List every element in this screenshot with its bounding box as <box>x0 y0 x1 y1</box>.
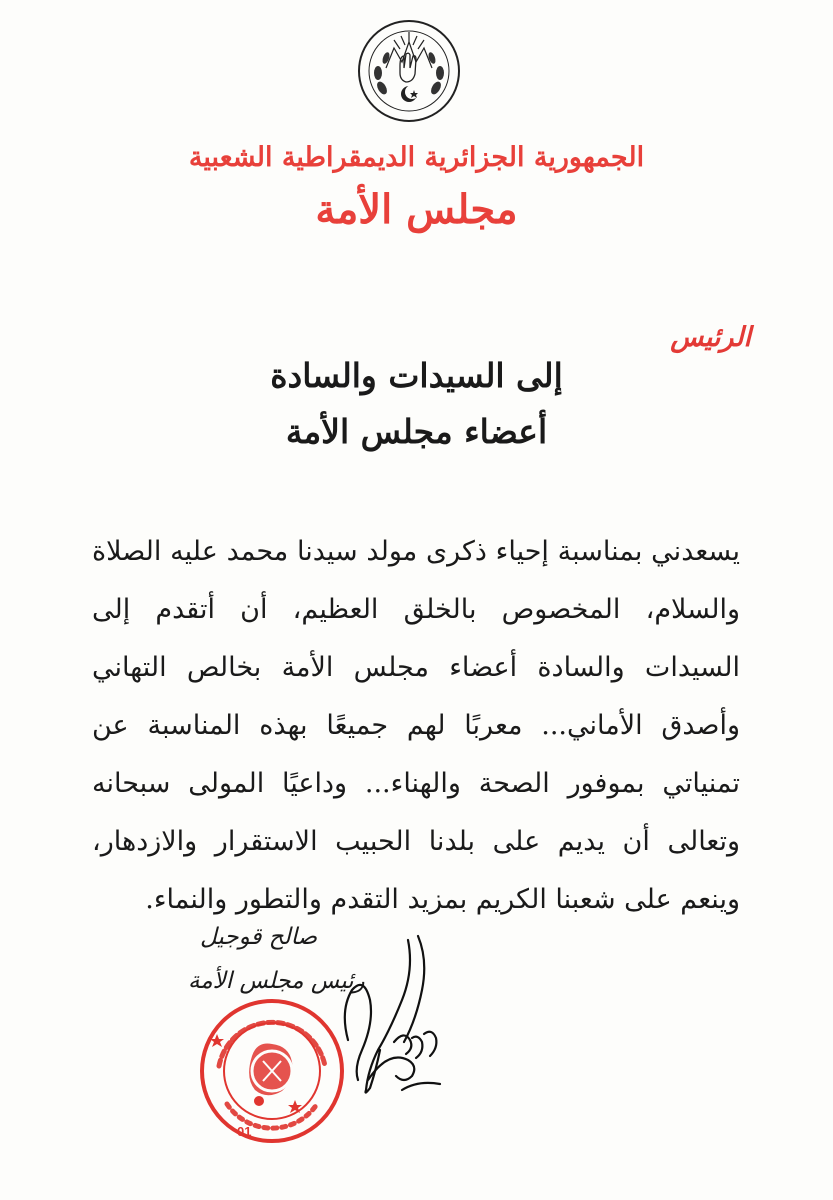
signatory-title: رئيس مجلس الأمة <box>188 968 365 994</box>
stamp-number: 01 <box>237 1124 252 1139</box>
handwritten-signature <box>318 930 448 1100</box>
office-label: الرئيس <box>670 322 751 353</box>
letterhead-country: الجمهورية الجزائرية الديمقراطية الشعبية <box>188 142 645 173</box>
letterhead-institution: مجلس الأمة <box>315 186 518 233</box>
national-emblem-icon <box>356 18 462 124</box>
signatory-name: صالح قوجيل <box>200 924 318 950</box>
addressee-line-1: إلى السيدات والسادة <box>270 356 563 395</box>
letter-body: يسعدني بمناسبة إحياء ذكرى مولد سيدنا محمد عليه الصلاة والسلام، المخصوص بالخلق العظيم، أن أتقدم إلى السيدات والسادة أعضاء مجلس الأمة بخالص التهاني وأصدق الأماني... معربًا لهم جميعًا بهذه المناسبة عن تمنياتي بموفور الصحة والهناء... وداعيًا المولى سبحانه وتعالى أن يديم على بلدنا الحبيب الاستقرار والازدهار، وينعم على شعبنا الكريم بمزيد التقدم والتطور والنماء. <box>92 536 740 915</box>
addressee-line-2: أعضاء مجلس الأمة <box>285 412 548 451</box>
